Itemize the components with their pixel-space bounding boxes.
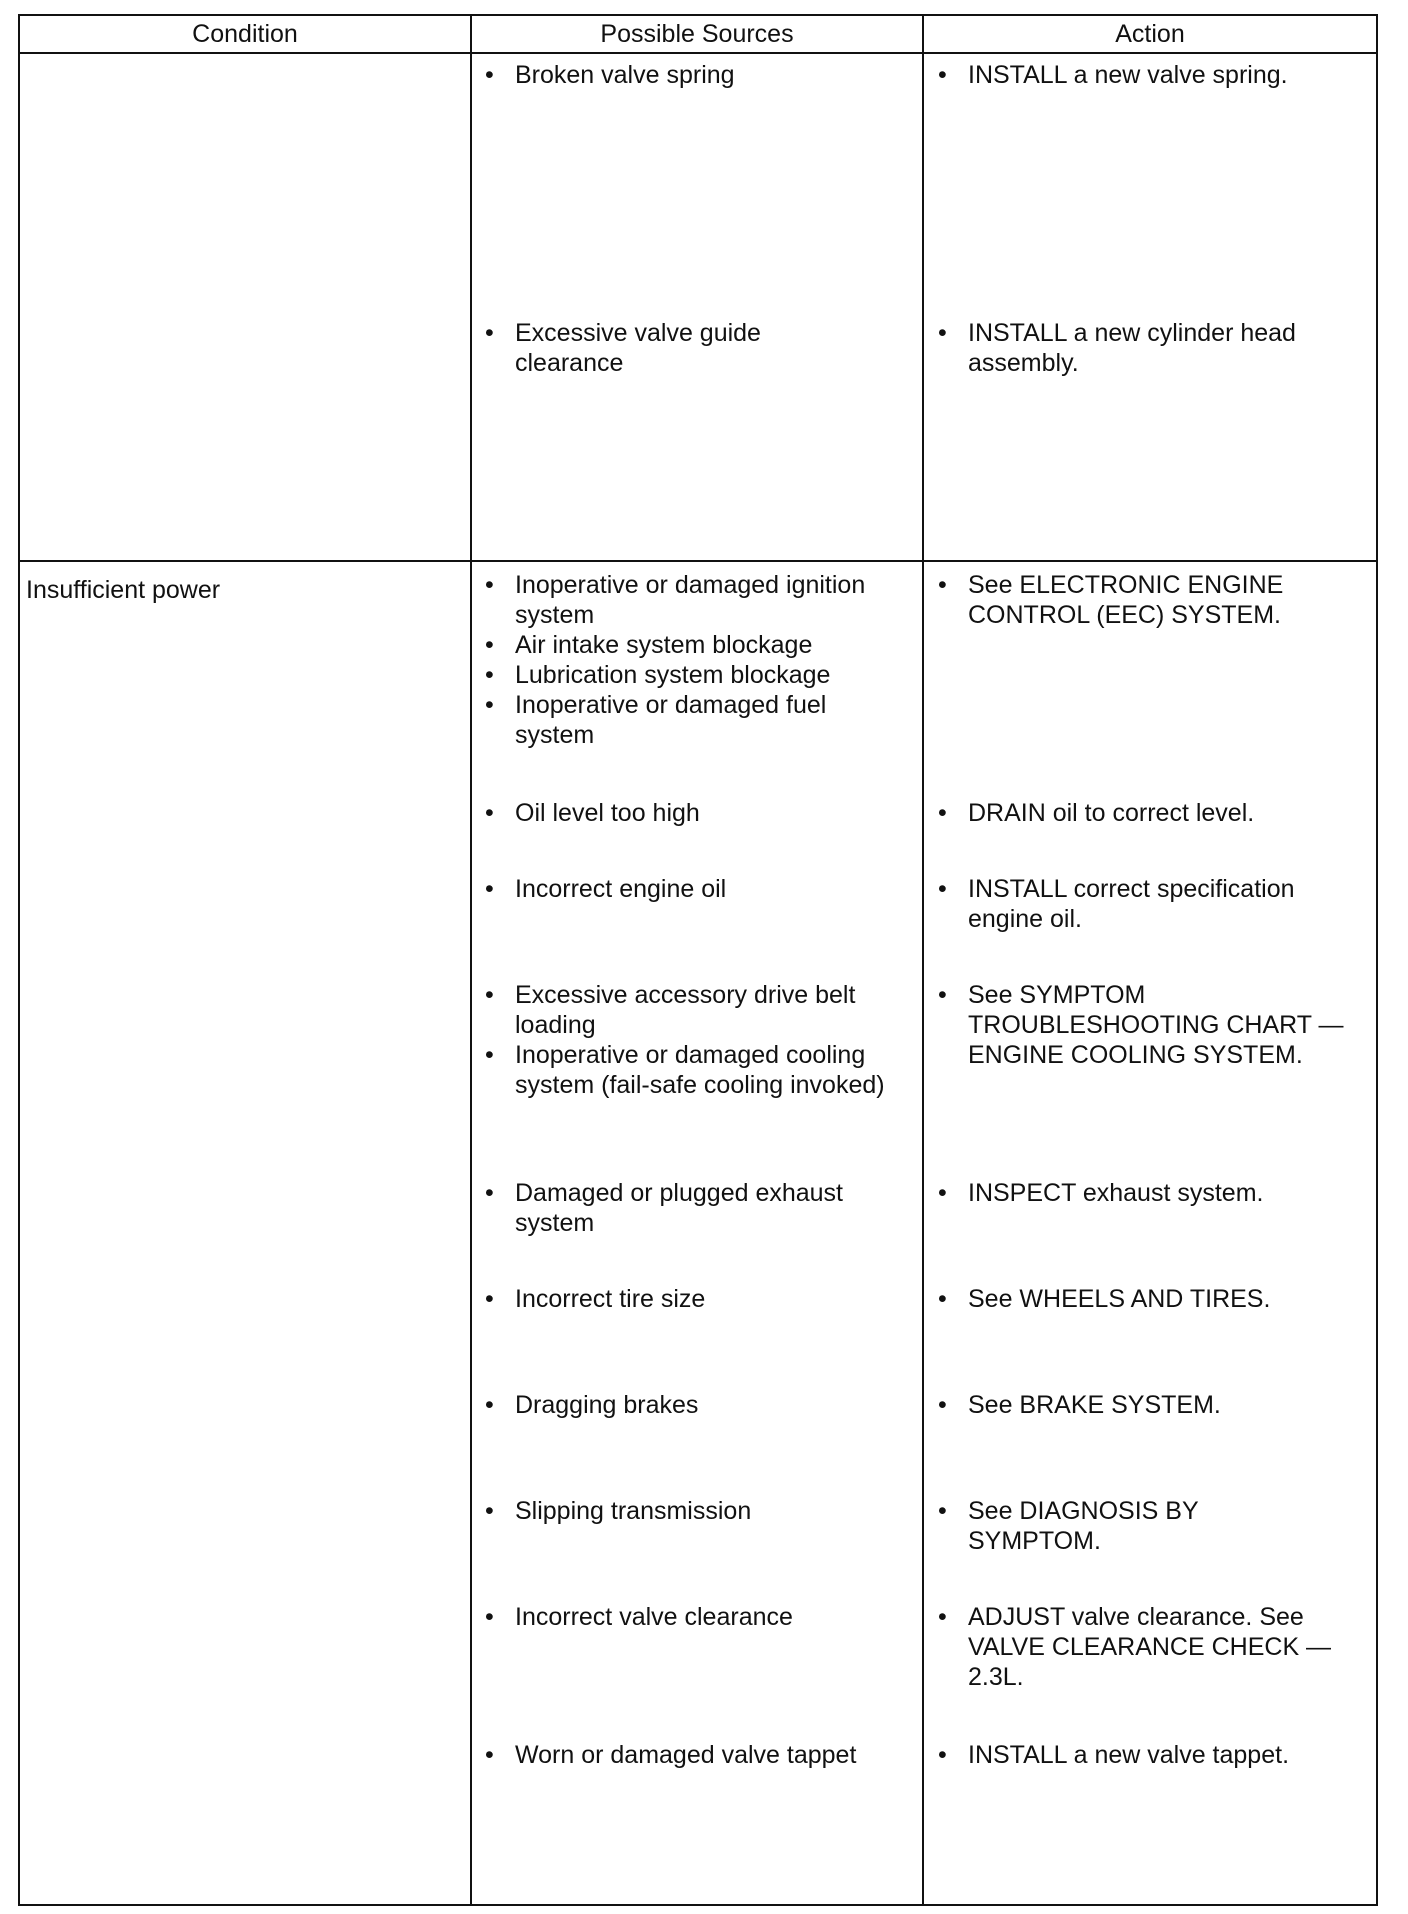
list-item: • Inoperative or damaged fuel system [485,691,827,749]
list-item: • DRAIN oil to correct level. [938,799,1255,827]
list-item: • Inoperative or damaged cooling system (fail-safe cooling invoked) [485,1041,885,1099]
header-possible-sources: Possible Sources [600,20,794,48]
list-item: • INSTALL correct specification engine oil. [938,875,1295,933]
list-item: • See ELECTRONIC ENGINE CONTROL (EEC) SYSTEM. [938,571,1284,629]
list-item: • INSPECT exhaust system. [938,1179,1264,1207]
list-item: • Damaged or plugged exhaust system [485,1179,844,1237]
row-divider [20,560,1376,562]
list-item: • Incorrect valve clearance [485,1603,793,1631]
condition-insufficient-power: Insufficient power [26,576,221,604]
list-item: • Oil level too high [485,799,700,827]
list-item: • Inoperative or damaged ignition system [485,571,866,629]
list-item: • Excessive valve guide clearance [485,319,761,377]
list-item: • Slipping transmission [485,1497,752,1525]
list-item: • Excessive accessory drive belt loading [485,981,856,1039]
list-item: • See DIAGNOSIS BY SYMPTOM. [938,1497,1199,1555]
list-item: • INSTALL a new valve spring. [938,61,1288,89]
list-item: • Worn or damaged valve tappet [485,1741,857,1769]
list-item: • Dragging brakes [485,1391,699,1419]
column-divider [470,16,472,1904]
list-item: • Lubrication system blockage [485,661,831,689]
list-item: • INSTALL a new cylinder head assembly. [938,319,1296,377]
troubleshooting-table [18,14,1378,1906]
list-item: • Incorrect tire size [485,1285,706,1313]
list-item: • See SYMPTOM TROUBLESHOOTING CHART — ENGINE COOLING SYSTEM. [938,981,1344,1069]
header-action: Action [1115,20,1185,48]
list-item: • Incorrect engine oil [485,875,727,903]
list-item: • ADJUST valve clearance. See VALVE CLEARANCE CHECK — 2.3L. [938,1603,1332,1691]
list-item: • Air intake system blockage [485,631,813,659]
list-item: • Broken valve spring [485,61,735,89]
list-item: • INSTALL a new valve tappet. [938,1741,1290,1769]
table-header [20,16,1376,54]
header-condition: Condition [192,20,298,48]
list-item: • See BRAKE SYSTEM. [938,1391,1221,1419]
list-item: • See WHEELS AND TIRES. [938,1285,1271,1313]
